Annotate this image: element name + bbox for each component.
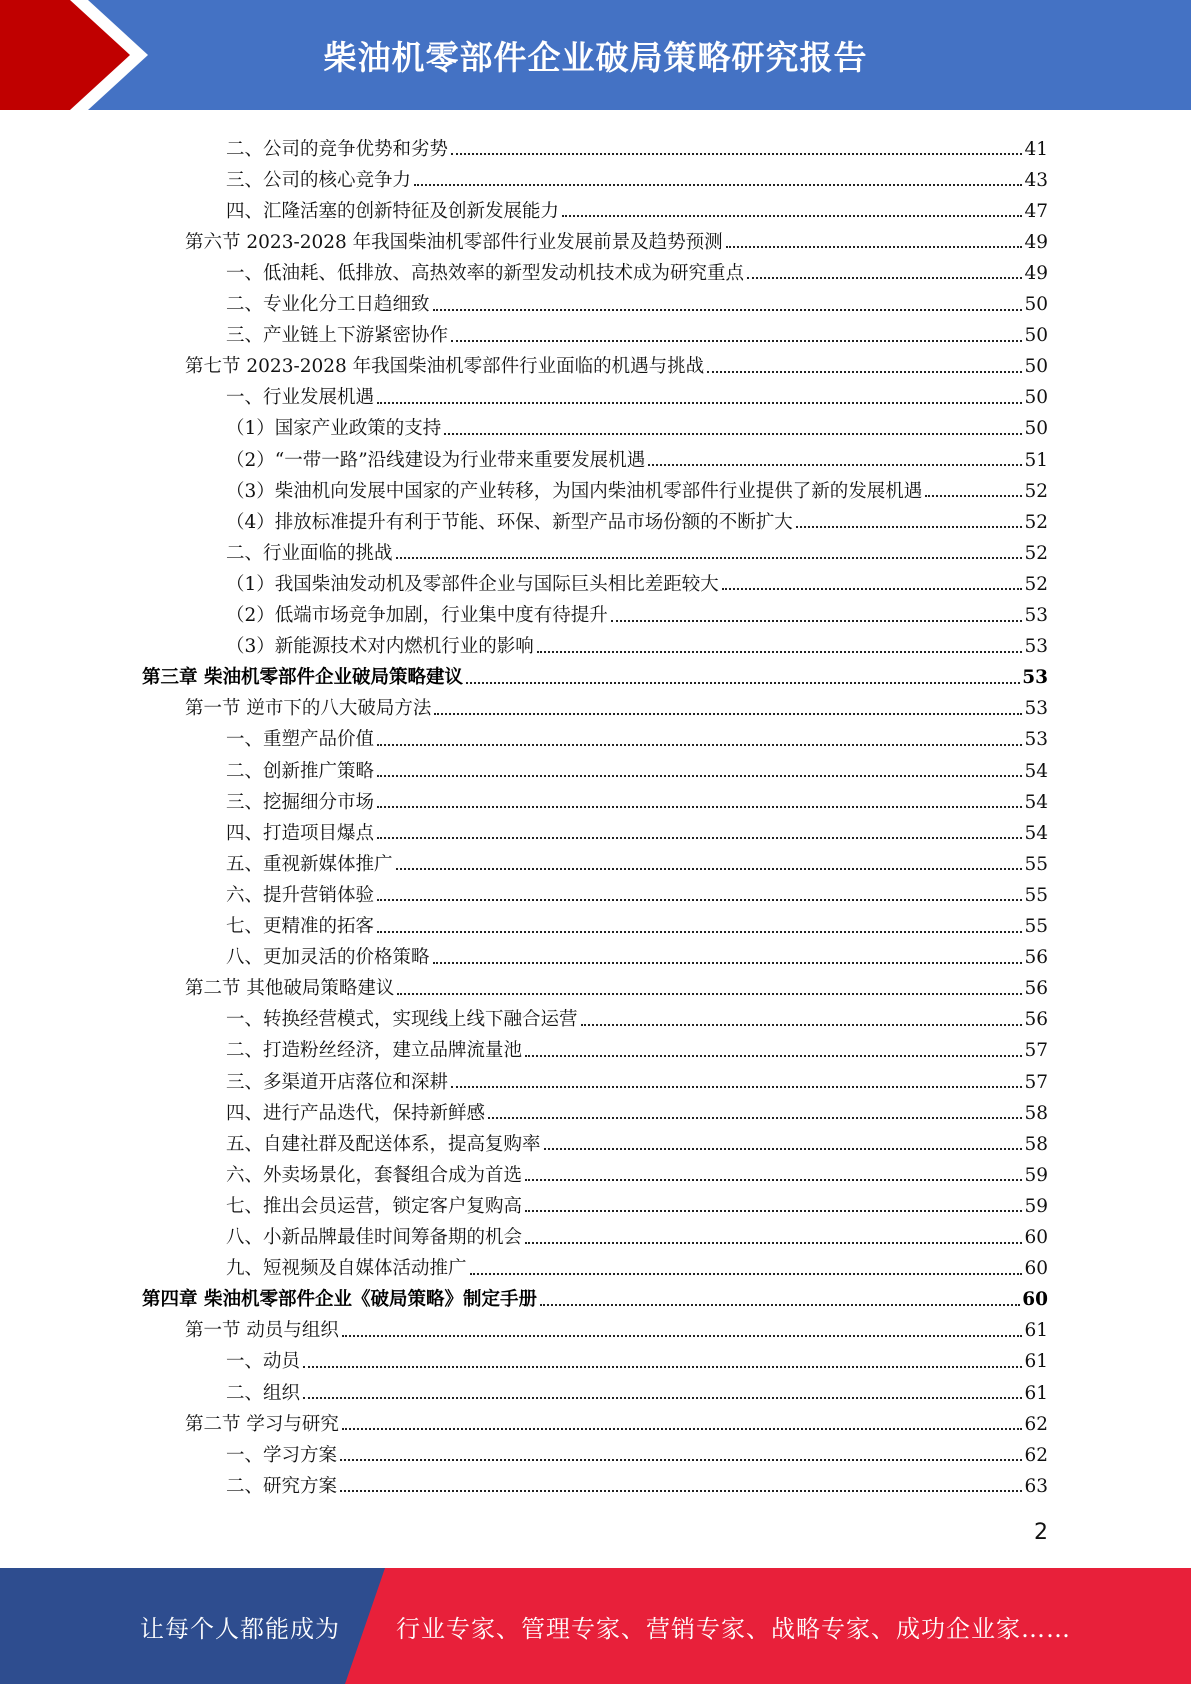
toc-item-entry[interactable] [226, 190, 1048, 221]
footer-roles: 行业专家、管理专家、营销专家、战略专家、成功企业家…… [396, 1614, 1071, 1643]
toc-item-entry[interactable] [226, 595, 1048, 626]
toc-page-number: 50 [1024, 387, 1048, 409]
toc-dot-leader [722, 588, 1023, 590]
toc-entry-title: （4）排放标准提升有利于节能、环保、新型产品市场份额的不断扩大 [226, 511, 793, 533]
toc-page-number: 60 [1024, 1258, 1048, 1280]
toc-entry-title: 二、专业化分工日趋细致 [226, 294, 430, 315]
toc-entry-title: 一、重塑产品价值 [226, 729, 375, 751]
toc-entry-title: 二、创新推广策略 [226, 760, 375, 782]
toc-page-number: 61 [1024, 1351, 1048, 1373]
toc-dot-leader [342, 1428, 1023, 1430]
toc-entry-title: （1）国家产业政策的支持 [226, 418, 442, 440]
toc-page-number: 60 [1024, 1227, 1048, 1248]
toc-entry-title: 二、研究方案 [226, 1475, 338, 1497]
toc-entry-title: 三、公司的核心竞争力 [226, 169, 412, 191]
toc-dot-leader [451, 153, 1022, 155]
toc-entry-title: 第三章 柴油机零部件企业破局策略建议 [142, 667, 463, 689]
toc-dot-leader [303, 1366, 1022, 1368]
toc-dot-leader [377, 402, 1022, 404]
toc-dot-leader [726, 246, 1023, 248]
toc-section-entry[interactable] [185, 968, 1048, 999]
toc-page-number: 52 [1024, 480, 1048, 502]
toc-item-entry[interactable] [226, 563, 1048, 594]
toc-item-entry[interactable] [226, 532, 1048, 563]
toc-dot-leader [525, 1242, 1022, 1244]
toc-item-entry[interactable] [226, 1061, 1048, 1092]
toc-item-entry[interactable] [226, 1123, 1048, 1154]
toc-dot-leader [525, 1179, 1022, 1181]
toc-entry-title: 一、行业发展机遇 [226, 387, 375, 409]
toc-page-number: 53 [1024, 698, 1048, 720]
toc-item-entry[interactable] [226, 128, 1048, 159]
toc-entry-title: 二、公司的竞争优势和劣势 [226, 138, 449, 160]
toc-dot-leader [611, 620, 1023, 622]
toc-entry-title: （3）柴油机向发展中国家的产业转移，为国内柴油机零部件行业提供了新的发展机遇 [226, 480, 923, 502]
toc-entry-title: 五、自建社群及配送体系，提高复购率 [226, 1133, 541, 1155]
toc-page-number: 54 [1024, 791, 1048, 813]
toc-dot-leader [537, 651, 1023, 653]
toc-dot-leader [488, 1117, 1022, 1119]
toc-dot-leader [377, 775, 1022, 777]
toc-dot-leader [340, 1490, 1022, 1492]
toc-item-entry[interactable] [226, 1341, 1048, 1372]
toc-item-entry[interactable] [226, 719, 1048, 750]
toc-page-number: 55 [1024, 916, 1048, 937]
page-number: 2 [1034, 1520, 1048, 1545]
toc-entry-title: 第四章 柴油机零部件企业《破局策略》制定手册 [142, 1289, 537, 1311]
toc-page-number: 58 [1024, 1102, 1048, 1124]
toc-item-entry[interactable] [226, 1434, 1048, 1465]
toc-page-number: 55 [1024, 853, 1048, 875]
toc-dot-leader [377, 837, 1022, 839]
toc-entry-title: 第二节 其他破局策略建议 [185, 978, 395, 1000]
toc-dot-leader [540, 1304, 1020, 1306]
toc-dot-leader [444, 433, 1022, 435]
toc-item-entry[interactable] [226, 906, 1048, 937]
toc-item-entry[interactable] [226, 408, 1048, 439]
toc-dot-leader [377, 931, 1022, 933]
toc-item-entry[interactable] [226, 377, 1048, 408]
toc-entry-title: 八、小新品牌最佳时间筹备期的机会 [226, 1227, 523, 1248]
toc-entry-title: （1）我国柴油发动机及零部件企业与国际巨头相比差距较大 [226, 573, 719, 595]
toc-dot-leader [340, 1459, 1022, 1461]
toc-dot-leader [648, 464, 1022, 466]
toc-item-entry[interactable] [226, 626, 1048, 657]
toc-dot-leader [303, 1397, 1022, 1399]
toc-item-entry[interactable] [226, 1248, 1048, 1279]
toc-entry-title: 一、动员 [226, 1351, 301, 1373]
toc-dot-leader [562, 215, 1022, 217]
toc-section-entry[interactable] [185, 221, 1048, 252]
toc-entry-title: 八、更加灵活的价格策略 [226, 947, 430, 969]
header-arrow-decoration [0, 0, 200, 110]
toc-item-entry[interactable] [226, 1217, 1048, 1248]
toc-section-entry[interactable] [185, 1310, 1048, 1341]
toc-page-number: 52 [1024, 542, 1048, 564]
toc-page-number: 57 [1024, 1071, 1048, 1093]
toc-dot-leader [396, 557, 1023, 559]
toc-page-number: 57 [1024, 1040, 1048, 1062]
toc-page-number: 43 [1024, 169, 1048, 191]
toc-dot-leader [377, 899, 1022, 901]
toc-item-entry[interactable] [226, 470, 1048, 501]
toc-page-number: 56 [1024, 947, 1048, 969]
toc-page-number: 54 [1024, 760, 1048, 782]
toc-entry-title: 二、行业面临的挑战 [226, 542, 393, 564]
toc-page-number: 59 [1024, 1164, 1048, 1186]
toc-page-number: 50 [1024, 325, 1048, 347]
toc-item-entry[interactable] [226, 501, 1048, 532]
toc-dot-leader [377, 806, 1022, 808]
toc-page-number: 61 [1024, 1320, 1048, 1342]
toc-entry-title: 七、推出会员运营，锁定客户复购高 [226, 1195, 523, 1217]
toc-entry-title: 第六节 2023-2028 年我国柴油机零部件行业发展前景及趋势预测 [185, 231, 723, 253]
toc-page-number: 50 [1024, 294, 1048, 315]
toc-page-number: 58 [1024, 1133, 1048, 1155]
toc-page-number: 47 [1024, 200, 1048, 222]
toc-entry-title: （3）新能源技术对内燃机行业的影响 [226, 636, 534, 658]
toc-entry-title: 二、打造粉丝经济，建立品牌流量池 [226, 1040, 523, 1062]
toc-page-number: 62 [1024, 1444, 1048, 1466]
toc-page-number: 60 [1022, 1289, 1048, 1311]
toc-dot-leader [451, 340, 1022, 342]
toc-item-entry[interactable] [226, 315, 1048, 346]
toc-page-number: 51 [1024, 449, 1048, 471]
toc-dot-leader [525, 1210, 1022, 1212]
toc-item-entry[interactable] [226, 1372, 1048, 1403]
toc-entry-title: 三、多渠道开店落位和深耕 [226, 1071, 449, 1093]
toc-page-number: 50 [1024, 418, 1048, 440]
toc-entry-title: 一、学习方案 [226, 1444, 338, 1466]
toc-item-entry[interactable] [226, 781, 1048, 812]
toc-entry-title: （2）“一带一路”沿线建设为行业带来重要发展机遇 [226, 449, 646, 471]
page-footer [0, 1568, 1191, 1684]
toc-entry-title: 一、转换经营模式，实现线上线下融合运营 [226, 1009, 578, 1031]
toc-entry-title: 三、产业链上下游紧密协作 [226, 325, 449, 347]
toc-page-number: 62 [1024, 1413, 1048, 1435]
toc-dot-leader [544, 1148, 1023, 1150]
toc-chapter-entry[interactable] [142, 657, 1048, 688]
toc-item-entry[interactable] [226, 999, 1048, 1030]
toc-page-number: 56 [1024, 1009, 1048, 1031]
toc-page-number: 49 [1024, 231, 1048, 253]
toc-entry-title: 三、挖掘细分市场 [226, 791, 375, 813]
toc-entry-title: 四、打造项目爆点 [226, 822, 375, 844]
toc-dot-leader [396, 868, 1023, 870]
toc-entry-title: 一、低油耗、低排放、高热效率的新型发动机技术成为研究重点 [226, 262, 745, 284]
toc-page-number: 53 [1024, 605, 1048, 626]
toc-dot-leader [796, 526, 1023, 528]
footer-slogan: 让每个人都能成为 [140, 1614, 340, 1643]
toc-item-entry[interactable] [226, 1030, 1048, 1061]
toc-page-number: 49 [1024, 262, 1048, 284]
toc-dot-leader [433, 962, 1023, 964]
toc-dot-leader [747, 277, 1022, 279]
toc-page-number: 52 [1024, 511, 1048, 533]
toc-dot-leader [581, 1024, 1023, 1026]
toc-entry-title: 第一节 动员与组织 [185, 1320, 339, 1342]
toc-section-entry[interactable] [185, 1403, 1048, 1434]
toc-item-entry[interactable] [226, 1185, 1048, 1216]
toc-entry-title: 六、提升营销体验 [226, 884, 375, 906]
toc-entry-title: 七、更精准的拓客 [226, 916, 375, 937]
toc-dot-leader [470, 1273, 1023, 1275]
toc-section-entry[interactable] [185, 688, 1048, 719]
toc-item-entry[interactable] [226, 439, 1048, 470]
toc-page-number: 41 [1024, 138, 1048, 160]
toc-page-number: 52 [1024, 573, 1048, 595]
toc-dot-leader [377, 744, 1022, 746]
toc-dot-leader [525, 1055, 1022, 1057]
toc-section-entry[interactable] [185, 346, 1048, 377]
toc-item-entry[interactable] [226, 750, 1048, 781]
toc-entry-title: 二、组织 [226, 1382, 301, 1404]
toc-entry-title: 六、外卖场景化，套餐组合成为首选 [226, 1164, 523, 1186]
toc-item-entry[interactable] [226, 1092, 1048, 1123]
toc-page-number: 56 [1024, 978, 1048, 1000]
toc-page-number: 53 [1022, 667, 1048, 689]
toc-dot-leader [414, 184, 1022, 186]
toc-dot-leader [434, 713, 1022, 715]
toc-entry-title: 四、进行产品迭代，保持新鲜感 [226, 1102, 486, 1124]
toc-page-number: 63 [1024, 1475, 1048, 1497]
page-header [0, 0, 1191, 110]
toc-dot-leader [451, 1086, 1022, 1088]
toc-item-entry[interactable] [226, 159, 1048, 190]
toc-entry-title: 第二节 学习与研究 [185, 1413, 339, 1435]
toc-chapter-entry[interactable] [142, 1279, 1048, 1310]
toc-item-entry[interactable] [226, 1465, 1048, 1496]
toc-dot-leader [466, 682, 1020, 684]
toc-item-entry[interactable] [226, 284, 1048, 315]
toc-page-number: 50 [1024, 356, 1048, 378]
toc-page-number: 54 [1024, 822, 1048, 844]
toc-page-number: 59 [1024, 1195, 1048, 1217]
toc-dot-leader [397, 993, 1022, 995]
toc-item-entry[interactable] [226, 812, 1048, 843]
toc-dot-leader [433, 309, 1023, 311]
toc-entry-title: 四、汇隆活塞的创新特征及创新发展能力 [226, 200, 560, 222]
report-title: 柴油机零部件企业破局策略研究报告 [323, 37, 868, 77]
toc-item-entry[interactable] [226, 252, 1048, 283]
toc-item-entry[interactable] [226, 1154, 1048, 1185]
toc-entry-title: 五、重视新媒体推广 [226, 853, 393, 875]
toc-page-number: 61 [1024, 1382, 1048, 1404]
toc-entry-title: 第一节 逆市下的八大破局方法 [185, 698, 432, 720]
toc-page-number: 55 [1024, 884, 1048, 906]
toc-entry-title: （2）低端市场竞争加剧，行业集中度有待提升 [226, 605, 608, 626]
toc-item-entry[interactable] [226, 937, 1048, 968]
toc-page-number: 53 [1024, 636, 1048, 658]
toc-dot-leader [707, 371, 1022, 373]
toc-item-entry[interactable] [226, 874, 1048, 905]
toc-dot-leader [925, 495, 1022, 497]
toc-item-entry[interactable] [226, 843, 1048, 874]
toc-page-number: 53 [1024, 729, 1048, 751]
toc-dot-leader [342, 1335, 1023, 1337]
toc-entry-title: 九、短视频及自媒体活动推广 [226, 1258, 467, 1280]
toc-entry-title: 第七节 2023-2028 年我国柴油机零部件行业面临的机遇与挑战 [185, 356, 705, 378]
